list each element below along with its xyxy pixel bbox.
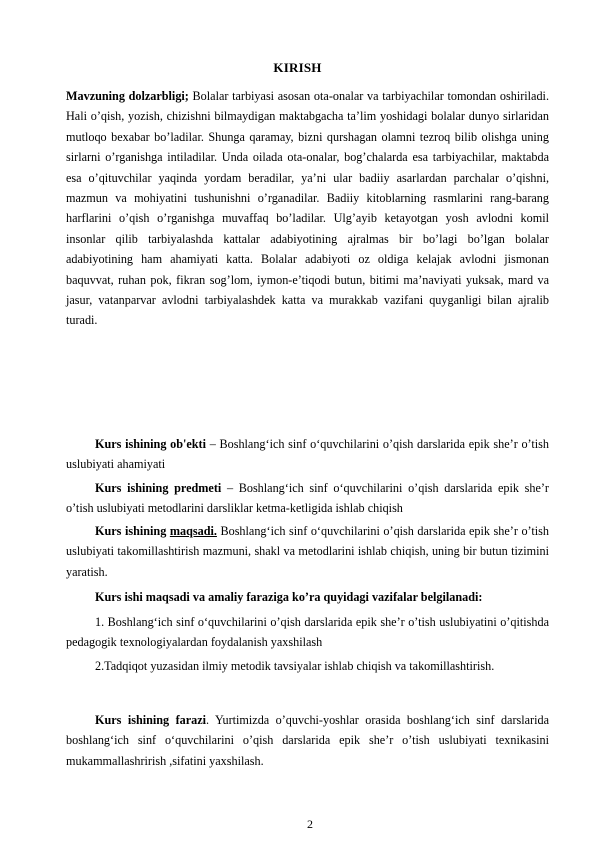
page-title: KIRISH [273,60,322,75]
goal-label-underlined: maqsadi. [169,524,217,538]
subject-paragraph [66,478,549,519]
tasks-heading [66,587,549,607]
goal-text: Boshlang‘ich sinf o‘quvchilarini o’qish darslarida epik she’r o’tish uslubiyati takomillashtirish mazmuni, shakl va metodlarini ishlab chiqish, uning bir butun tizimini yaratish. [66,524,550,579]
tasks-heading-text: Kurs ishi maqsadi va amaliy faraziga ko’ra quyidagi vazifalar belgilanadi: [95,590,483,604]
object-paragraph [66,434,549,475]
goal-paragraph [66,521,549,582]
hypothesis-paragraph [66,710,549,771]
goal-label: Kurs ishining [95,524,170,538]
subject-label: Kurs ishining predmeti [95,481,222,495]
subject-text: – Boshlang‘ich sinf o‘quvchilarini o’qish darslarida epik she’r o’tish uslubiyati metodlarini darsliklar ketma-ketligida ishlab chiqish [66,481,549,516]
task-item-1-text: 1. Boshlang‘ich sinf o‘quvchilarini o’qish darslarida epik she’r o’tish uslubiyatini o’qitishda pedagogik texnologiyalardan foydalanish yaxshilash [66,615,549,650]
relevance-text: Bolalar tarbiyasi asosan ota-onalar va tarbiyachilar tomondan oshiriladi. Hali o’qish, yozish, chizishni bilmaydigan maktabgacha ta’lim yoshidagi bolalar dunyo sirlaridan mutloqo bexabar bo’ladilar. Shunga qaramay, bizni qurshagan olamni tezroq bilib olishga uning sirlarni o’rganishga intiladilar. Unda oilada ota-onalar, bog’chalarda esa tarbiyachilar, maktabda esa o’qituvchilar yaqinda yordam beradilar, ya’ni ular badiiy asarlardan parchalar o’qishni, mazmun va mohiyatini tushunishni o’rganadilar. Badiiy kitoblarning rasmlarini rang-barang harflarini o’qish o’rganishga muvaffaq bo’ladilar. Ulg’ayib ketayotgan yosh avlodni komil insonlar qilib tarbiyalashda kattalar adabiyotining ajralmas bir bo’lagi bo’lgan bolalar adabiyotining ham ahamiyati katta. Bolalar adabiyoti oz oldiga kelajak avlodni jismonan baquvvat, ruhan pok, fikran sog’lom, iymon-e’tiqodi butun, bitimi ma’naviyati yuksak, mard va jasur, vatanparvar avlodni tarbiyalashdek katta va murakkab vazifani quyganligi bilan ajralib turadi. [66,89,549,328]
object-text: – Boshlang‘ich sinf o‘quvchilarini o’qish darslarida epik she’r o’tish uslubiyati ahamiyati [66,437,550,472]
task-item-1 [66,612,549,653]
object-label: Kurs ishining ob'ekti [95,437,207,451]
hypothesis-label: Kurs ishining farazi [95,713,207,727]
task-item-2 [66,656,549,676]
relevance-label: Mavzuning dolzarbligi; [66,89,189,103]
hypothesis-text: . Yurtimizda o’quvchi-yoshlar orasida boshlang‘ich sinf darslarida boshlang‘ich sinf o‘quvchilarini o’qish darslarida epik she’r o’tish uslubiyati texnikasini mukammallashrirish ,sifatini yaxshilash. [66,713,549,768]
task-item-2-text: 2.Tadqiqot yuzasidan ilmiy metodik tavsiyalar ishlab chiqish va takomillashtirish. [95,659,495,673]
relevance-paragraph [66,86,549,331]
page-number: 2 [307,817,313,831]
